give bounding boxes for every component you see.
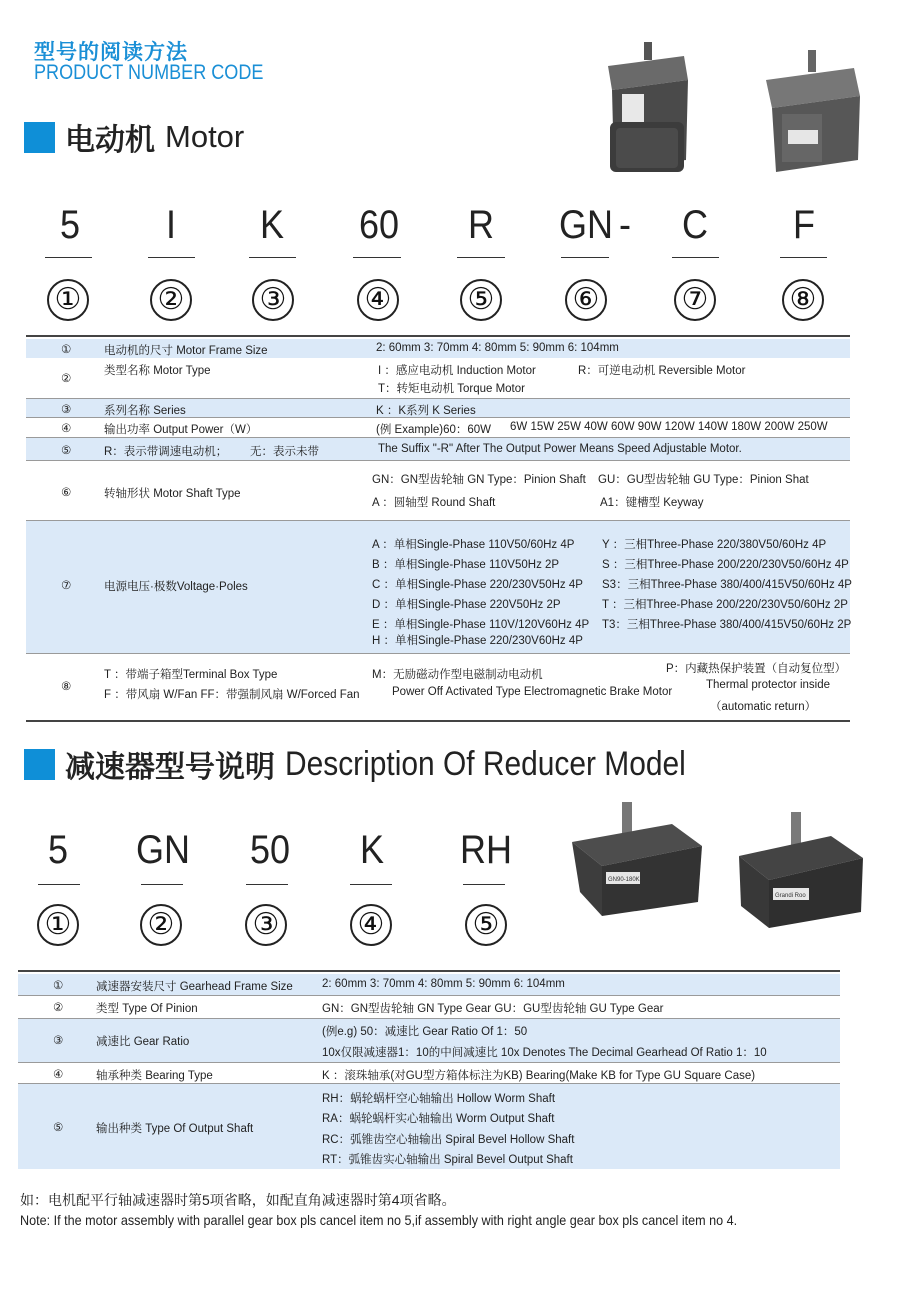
- svg-text:GN90-180K: GN90-180K: [608, 877, 640, 883]
- motor-spec-table: [26, 335, 850, 722]
- motor-num-8: ⑧: [782, 279, 824, 321]
- motor-num-7: ⑦: [674, 279, 716, 321]
- code-underline: [38, 884, 80, 885]
- table-row: ⑥ 转轴形状 Motor Shaft Type GN：GN型齿轮轴 GN Type：Pinion Shaft GU：GU型齿轮轴 GU Type：Pinion Shat A ：圆轴型 Round Shaft A1：键槽型 Keyway: [26, 460, 850, 520]
- motor-code-1: 5: [59, 203, 81, 247]
- motor-code-8: F: [793, 203, 815, 247]
- code-underline: [672, 257, 719, 258]
- gearhead-image-2: [735, 812, 867, 930]
- motor-title-en: Motor: [165, 119, 245, 154]
- header-title-cn: 型号的阅读方法: [34, 41, 188, 64]
- motor-code-6: GN: [559, 203, 613, 247]
- code-underline: [246, 884, 288, 885]
- motor-image: [758, 50, 868, 175]
- motor-num-3: ③: [252, 279, 294, 321]
- reducer-num-3: ③: [245, 904, 287, 946]
- motor-num-6: ⑥: [565, 279, 607, 321]
- table-row: ④ 轴承种类 Bearing Type K ：滚珠轴承(对GU型方箱体标注为KB) Bearing(Make KB for Type GU Square Case): [18, 1062, 840, 1083]
- footnote-cn: 如：电机配平行轴减速器时第5项省略，如配直角减速器时第4项省略。: [20, 1192, 456, 1208]
- code-underline: [350, 884, 392, 885]
- code-underline: [249, 257, 296, 258]
- reducer-code-2: GN: [136, 828, 190, 872]
- motor-title-cn: 电动机: [65, 124, 155, 157]
- table-row: ⑤ 输出种类 Type Of Output Shaft RH：蜗轮蜗杆空心轴输出 Hollow Worm Shaft RA：蜗轮蜗杆实心轴输出 Worm Output Shaft RC：弧锥齿空心轴输出 Spiral Bevel Hollow Shaft RT：弧锥齿实心轴输出 Spiral Bevel Output Shaft: [18, 1083, 840, 1169]
- table-row: ① 电动机的尺寸 Motor Frame Size 2: 60mm 3: 70mm 4: 80mm 5: 90mm 6: 104mm: [26, 339, 850, 358]
- header-title-en: PRODUCT NUMBER CODE: [34, 61, 264, 84]
- code-underline: [780, 257, 827, 258]
- motor-code-5: R: [467, 203, 494, 247]
- section-marker: [24, 122, 55, 153]
- motor-num-4: ④: [357, 279, 399, 321]
- reducer-num-5: ⑤: [465, 904, 507, 946]
- table-row: ④ 输出功率 Output Power（W） (例 Example)60：60W 6W 15W 25W 40W 60W 90W 120W 140W 180W 200W 250W: [26, 417, 850, 437]
- reducer-code-4: K: [359, 828, 385, 872]
- table-row: ② 类型名称 Motor Type I ：感应电动机 Induction Motor R：可逆电动机 Reversible Motor T：转矩电动机 Torque Motor: [61, 365, 746, 395]
- table-row: ③ 系列名称 Series K ：K系列 K Series: [26, 398, 850, 417]
- motor-num-2: ②: [150, 279, 192, 321]
- reducer-num-1: ①: [37, 904, 79, 946]
- reducer-num-2: ②: [140, 904, 182, 946]
- motor-terminal-box-image: [598, 42, 698, 174]
- code-underline: [561, 257, 609, 258]
- svg-text:Grandi Roo: Grandi Roo: [775, 893, 806, 899]
- section-marker: [24, 749, 55, 780]
- motor-num-1: ①: [47, 279, 89, 321]
- code-underline: [353, 257, 401, 258]
- reducer-section-title: [24, 742, 740, 786]
- reducer-code-5: RH: [459, 828, 513, 872]
- motor-num-5: ⑤: [460, 279, 502, 321]
- motor-code-dash: -: [618, 203, 631, 247]
- motor-code-2: I: [165, 203, 177, 247]
- table-row: ⑧ T ：带端子箱型Terminal Box Type F ：带风扇 W/Fan FF：带强制风扇 W/Forced Fan M：无励磁动作型电磁制动电动机 Power Off Activated Type Electromagnetic Brake Motor P：内藏热保护装置（自动复位型） Thermal protector inside （automatic return）: [26, 653, 850, 722]
- table-row: ③ 减速比 Gear Ratio (例e.g) 50：减速比 Gear Ratio Of 1：50 10x仅限减速器1：10的中间减速比 10x Denotes The Decimal Gearhead Of Ratio 1：10: [18, 1018, 840, 1062]
- footnote-en: Note: If the motor assembly with parallel gear box pls cancel item no 5,if assembly with right angle gear box pls cancel item no 4.: [20, 1212, 738, 1228]
- motor-section-title: [24, 115, 244, 159]
- code-underline: [141, 884, 183, 885]
- reducer-code-1: 5: [47, 828, 69, 872]
- table-row: ① 减速器安装尺寸 Gearhead Frame Size 2: 60mm 3: 70mm 4: 80mm 5: 90mm 6: 104mm: [18, 974, 840, 995]
- reducer-spec-table: [18, 970, 840, 1169]
- reducer-title-cn: 减速器型号说明: [65, 751, 275, 784]
- table-row: ② 类型 Type Of Pinion GN：GN型齿轮轴 GN Type Gear GU：GU型齿轮轴 GU Type Gear: [18, 995, 840, 1018]
- motor-code-3: K: [259, 203, 285, 247]
- motor-code-7: C: [681, 203, 708, 247]
- table-row: ⑦ 电源电压·极数Voltage·Poles A ：单相Single-Phase 110V50/60Hz 4P B ：单相Single-Phase 110V50Hz 2P C ：单相Single-Phase 220/230V50Hz 4P D ：单相Single-Phase 220V50Hz 2P E ：单相Single-Phase 110V/120V60Hz 4P H ：单相Single-Phase 220/230V60Hz 4P Y ：三相Three-Phase 220/380V50/60Hz 4P S ：三相Three-Phase 200/220/230V50/60Hz 4P S3：三相Three-Phase 380/400/415V50/60Hz 4P T ：三相Three-Phase 200/220/230V50/60Hz 2P T3：三相Three-Phase 380/400/415V50/60Hz 2P: [26, 520, 850, 653]
- reducer-title-en: Description Of Reducer Model: [285, 744, 686, 783]
- code-underline: [457, 257, 505, 258]
- reducer-code-3: 50: [249, 828, 291, 872]
- code-underline: [45, 257, 92, 258]
- reducer-num-4: ④: [350, 904, 392, 946]
- code-underline: [463, 884, 505, 885]
- motor-code-4: 60: [358, 203, 400, 247]
- table-row: ⑤ R：表示带调速电动机； 无：表示未带 The Suffix "-R" After The Output Power Means Speed Adjustable Motor.: [26, 437, 850, 460]
- gearhead-image-1: [568, 800, 708, 918]
- code-underline: [148, 257, 195, 258]
